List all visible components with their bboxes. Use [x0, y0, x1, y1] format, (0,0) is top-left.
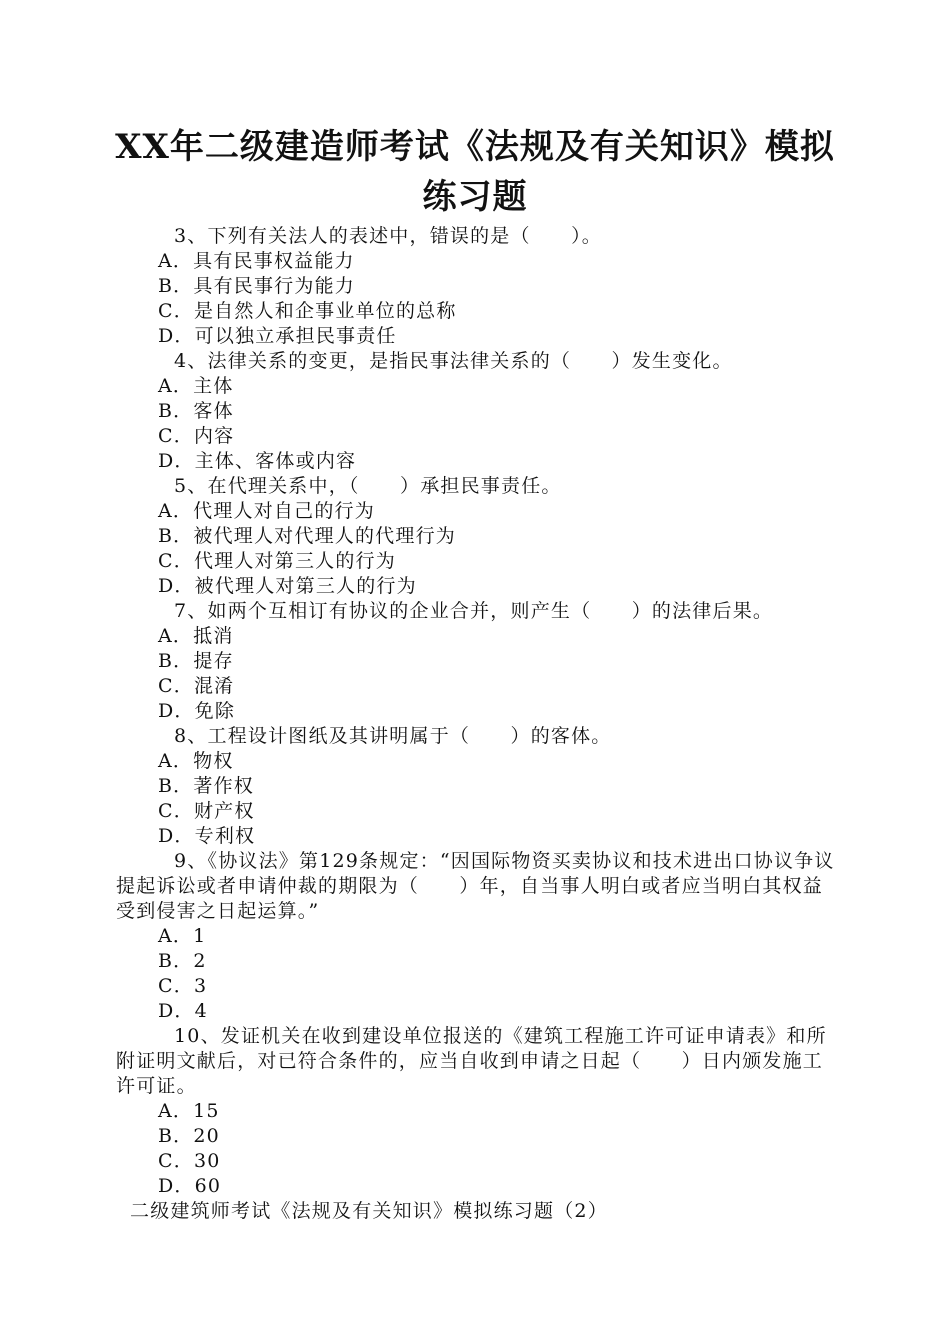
option-c: C．3	[158, 975, 208, 997]
option-d: D．主体、客体或内容	[158, 450, 357, 472]
option-a: A．具有民事权益能力	[158, 250, 355, 272]
option-d: D．4	[158, 1000, 208, 1022]
option-b: B．提存	[158, 650, 234, 672]
option-a: A．15	[158, 1100, 220, 1122]
option-d: D．专利权	[158, 825, 256, 847]
option-b: B．2	[158, 950, 207, 972]
question-stem: 9、《协议法》第129条规定：“因国际物资买卖协议和技术进出口协议争议提起诉讼或者申请仲裁的期限为（ ）年，自当事人明白或者应当明白其权益受到侵害之日起运算。”	[116, 850, 835, 922]
option-c: C．30	[158, 1150, 221, 1172]
option-a: A．物权	[158, 750, 234, 772]
option-a: A．1	[158, 925, 207, 947]
option-d: D．60	[158, 1175, 222, 1197]
option-c: C．代理人对第三人的行为	[158, 550, 396, 572]
option-b: B．著作权	[158, 775, 254, 797]
option-d: D．被代理人对第三人的行为	[158, 575, 417, 597]
option-d: D．可以独立承担民事责任	[158, 325, 397, 347]
question-stem: 7、如两个互相订有协议的企业合并，则产生（ ）的法律后果。	[174, 600, 774, 622]
document-title: XX年二级建造师考试《法规及有关知识》模拟练习题	[115, 127, 835, 217]
option-a: A．代理人对自己的行为	[158, 500, 375, 522]
option-d: D．免除	[158, 700, 236, 722]
question-list	[116, 224, 836, 1224]
question-stem: 3、下列有关法人的表述中，错误的是（ ）。	[174, 225, 602, 247]
option-c: C．是自然人和企事业单位的总称	[158, 300, 457, 322]
option-b: B．被代理人对代理人的代理行为	[158, 525, 456, 547]
option-c: C．内容	[158, 425, 235, 447]
option-b: B．20	[158, 1125, 220, 1147]
option-a: A．主体	[158, 375, 234, 397]
question-stem: 10、发证机关在收到建设单位报送的《建筑工程施工许可证申请表》和所附证明文献后，对已符合条件的，应当自收到申请之日起（ ）日内颁发施工许可证。	[116, 1025, 827, 1097]
option-c: C．混淆	[158, 675, 235, 697]
question-stem: 4、法律关系的变更，是指民事法律关系的（ ）发生变化。	[174, 350, 733, 372]
option-c: C．财产权	[158, 800, 255, 822]
question-stem: 8、工程设计图纸及其讲明属于（ ）的客体。	[174, 725, 612, 747]
question-stem: 5、在代理关系中，（ ）承担民事责任。	[174, 475, 562, 497]
option-b: B．客体	[158, 400, 234, 422]
section-footer: 二级建筑师考试《法规及有关知识》模拟练习题（2）	[130, 1200, 608, 1222]
option-a: A．抵消	[158, 625, 234, 647]
option-b: B．具有民事行为能力	[158, 275, 355, 297]
